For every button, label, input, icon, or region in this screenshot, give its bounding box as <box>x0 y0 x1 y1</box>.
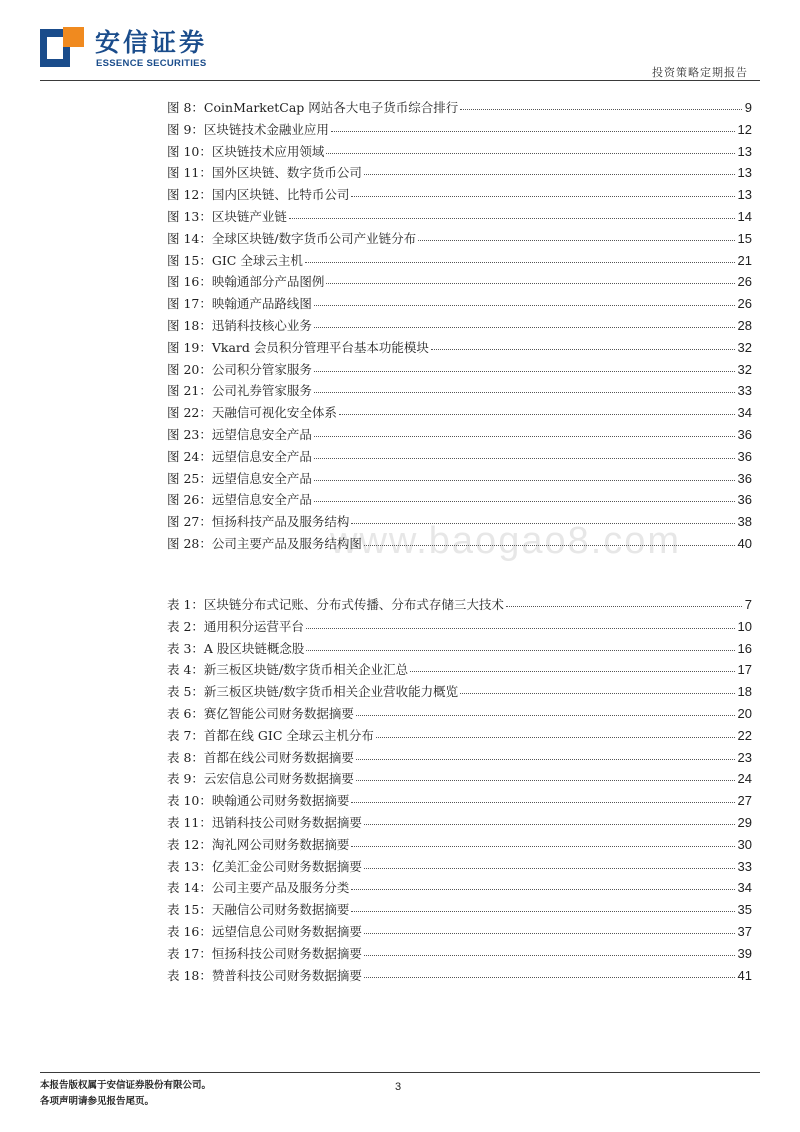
figure-toc-entry[interactable] <box>167 489 752 511</box>
page-number: 3 <box>395 1081 402 1093</box>
figure-toc-entry[interactable] <box>167 315 752 337</box>
toc-entry-page: 13 <box>737 165 752 181</box>
toc-leader-dots <box>305 256 735 263</box>
toc-leader-dots <box>314 365 735 372</box>
toc-leader-dots <box>314 474 735 481</box>
table-toc-entry[interactable] <box>167 638 752 660</box>
report-type: 投资策略定期报告 <box>652 66 748 79</box>
toc-leader-dots <box>376 731 735 738</box>
disclaimer-note: 各项声明请参见报告尾页。 <box>40 1096 155 1107</box>
toc-entry-page: 12 <box>737 121 752 137</box>
toc-entry-page: 34 <box>737 405 752 421</box>
table-toc-entry[interactable] <box>167 747 752 769</box>
table-toc-entry[interactable] <box>167 790 752 812</box>
toc-entry-page: 13 <box>737 143 752 159</box>
toc-entry-label: 表 13：亿美汇金公司财务数据摘要 <box>167 858 362 874</box>
toc-entry-page: 16 <box>737 640 752 656</box>
figure-toc-entry[interactable] <box>167 271 752 293</box>
toc-leader-dots <box>364 818 735 825</box>
toc-entry-label: 表 8：首都在线公司财务数据摘要 <box>167 749 354 765</box>
toc-entry-page: 36 <box>737 492 752 508</box>
toc-leader-dots <box>289 212 735 219</box>
copyright-notice: 本报告版权属于安信证券股份有限公司。 <box>40 1080 212 1091</box>
toc-entry-label: 图 13：区块链产业链 <box>167 208 287 224</box>
toc-leader-dots <box>431 343 735 350</box>
toc-entry-page: 40 <box>737 535 752 551</box>
toc-entry-page: 38 <box>737 514 752 530</box>
figure-toc-entry[interactable] <box>167 184 752 206</box>
table-toc-entry[interactable] <box>167 877 752 899</box>
toc-entry-page: 28 <box>737 317 752 333</box>
footer-divider <box>40 1072 760 1073</box>
toc-entry-page: 7 <box>744 597 752 612</box>
company-name-cn: 安信证券 <box>95 28 208 57</box>
figure-toc-entry[interactable] <box>167 293 752 315</box>
toc-leader-dots <box>356 753 735 760</box>
toc-entry-page: 33 <box>737 858 752 874</box>
toc-entry-page: 36 <box>737 470 752 486</box>
toc-entry-page: 39 <box>737 945 752 961</box>
toc-entry-page: 13 <box>737 187 752 203</box>
figure-toc-entry[interactable] <box>167 446 752 468</box>
toc-entry-label: 图 28：公司主要产品及服务结构图 <box>167 535 362 551</box>
toc-entry-page: 32 <box>737 361 752 377</box>
toc-entry-label: 表 3：A 股区块链概念股 <box>167 640 305 656</box>
figure-toc-entry[interactable] <box>167 359 752 381</box>
toc-entry-label: 图 21：公司礼券管家服务 <box>167 383 312 399</box>
toc-leader-dots <box>351 905 734 912</box>
toc-leader-dots <box>351 840 734 847</box>
toc-leader-dots <box>356 709 735 716</box>
toc-entry-page: 23 <box>737 749 752 765</box>
toc-leader-dots <box>306 644 734 651</box>
figure-toc-entry[interactable] <box>167 402 752 424</box>
toc-leader-dots <box>314 452 735 459</box>
toc-leader-dots <box>460 687 734 694</box>
figure-toc-entry[interactable] <box>167 141 752 163</box>
toc-entry-page: 29 <box>737 814 752 830</box>
toc-leader-dots <box>364 949 735 956</box>
table-toc-entry[interactable] <box>167 703 752 725</box>
table-toc-entry[interactable] <box>167 659 752 681</box>
toc-entry-label: 表 17：恒扬科技公司财务数据摘要 <box>167 945 362 961</box>
toc-leader-dots <box>314 495 735 502</box>
table-toc-entry[interactable] <box>167 899 752 921</box>
toc-entry-label: 表 4：新三板区块链/数字货币相关企业汇总 <box>167 662 409 678</box>
table-toc-entry[interactable] <box>167 768 752 790</box>
figure-toc-entry[interactable] <box>167 250 752 272</box>
toc-entry-label: 表 18：赞普科技公司财务数据摘要 <box>167 967 362 983</box>
toc-leader-dots <box>326 147 734 154</box>
toc-entry-page: 18 <box>737 684 752 700</box>
header-divider <box>40 80 760 81</box>
table-toc-entry[interactable] <box>167 943 752 965</box>
toc-entry-label: 图 24：远望信息安全产品 <box>167 448 312 464</box>
figure-toc-entry[interactable] <box>167 228 752 250</box>
toc-entry-label: 表 14：公司主要产品及服务分类 <box>167 880 350 896</box>
toc-leader-dots <box>314 321 735 328</box>
toc-entry-label: 图 15：GIC 全球云主机 <box>167 252 303 268</box>
toc-entry-page: 22 <box>737 727 752 743</box>
toc-entry-page: 21 <box>737 252 752 268</box>
toc-entry-label: 图 23：远望信息安全产品 <box>167 426 312 442</box>
figure-toc-entry[interactable] <box>167 206 752 228</box>
toc-leader-dots <box>410 665 734 672</box>
watermark: www.baogao8.com <box>330 520 682 562</box>
toc-entry-page: 36 <box>737 426 752 442</box>
figure-toc-entry[interactable] <box>167 162 752 184</box>
toc-entry-page: 17 <box>737 662 752 678</box>
table-toc-entry[interactable] <box>167 812 752 834</box>
toc-entry-page: 34 <box>737 880 752 896</box>
toc-entry-label: 表 12：淘礼网公司财务数据摘要 <box>167 836 350 852</box>
company-name-en: ESSENCE SECURITIES <box>96 58 207 69</box>
toc-leader-dots <box>418 234 734 241</box>
toc-entry-label: 图 9：区块链技术金融业应用 <box>167 121 329 137</box>
toc-entry-page: 32 <box>737 339 752 355</box>
table-toc-entry[interactable] <box>167 965 752 987</box>
figure-toc-entry[interactable] <box>167 468 752 490</box>
toc-entry-label: 图 22：天融信可视化安全体系 <box>167 405 337 421</box>
table-toc-entry[interactable] <box>167 921 752 943</box>
toc-leader-dots <box>314 430 735 437</box>
table-toc-entry[interactable] <box>167 594 752 616</box>
footer-disclaimer <box>40 1078 211 1110</box>
toc-leader-dots <box>351 796 734 803</box>
toc-leader-dots <box>314 386 735 393</box>
toc-leader-dots <box>351 190 734 197</box>
toc-entry-label: 图 17：映翰通产品路线图 <box>167 296 312 312</box>
toc-leader-dots <box>460 103 741 110</box>
toc-entry-label: 图 11：国外区块链、数字货币公司 <box>167 165 362 181</box>
toc-entry-label: 图 16：映翰通部分产品图例 <box>167 274 325 290</box>
toc-leader-dots <box>314 299 735 306</box>
toc-leader-dots <box>506 600 742 607</box>
toc-entry-page: 35 <box>737 902 752 918</box>
toc-entry-label: 图 20：公司积分管家服务 <box>167 361 312 377</box>
figure-toc-entry[interactable] <box>167 424 752 446</box>
toc-leader-dots <box>364 971 735 978</box>
table-toc-entry[interactable] <box>167 856 752 878</box>
toc-entry-label: 表 11：迅销科技公司财务数据摘要 <box>167 814 362 830</box>
toc-entry-page: 9 <box>744 100 752 115</box>
toc-entry-label: 图 27：恒扬科技产品及服务结构 <box>167 514 350 530</box>
toc-entry-page: 15 <box>737 230 752 246</box>
toc-entry-label: 图 14：全球区块链/数字货币公司产业链分布 <box>167 230 417 246</box>
toc-entry-label: 图 26：远望信息安全产品 <box>167 492 312 508</box>
toc-entry-label: 图 8：CoinMarketCap 网站各大电子货币综合排行 <box>167 100 459 115</box>
figure-toc-entry[interactable] <box>167 337 752 359</box>
table-toc-entry[interactable] <box>167 616 752 638</box>
toc-leader-dots <box>364 168 735 175</box>
toc-entry-page: 26 <box>737 296 752 312</box>
toc-entry-label: 图 10：区块链技术应用领域 <box>167 143 325 159</box>
toc-entry-label: 图 18：迅销科技核心业务 <box>167 317 312 333</box>
page-header <box>0 0 800 90</box>
figure-toc-entry[interactable] <box>167 97 752 119</box>
table-list <box>167 594 752 986</box>
table-toc-entry[interactable] <box>167 834 752 856</box>
figure-toc-entry[interactable] <box>167 119 752 141</box>
toc-leader-dots <box>364 862 735 869</box>
toc-entry-label: 表 6：赛亿智能公司财务数据摘要 <box>167 705 354 721</box>
toc-leader-dots <box>331 125 735 132</box>
toc-entry-label: 表 15：天融信公司财务数据摘要 <box>167 902 350 918</box>
toc-leader-dots <box>351 883 734 890</box>
toc-entry-page: 26 <box>737 274 752 290</box>
toc-entry-label: 表 9：云宏信息公司财务数据摘要 <box>167 771 354 787</box>
toc-entry-label: 表 10：映翰通公司财务数据摘要 <box>167 793 350 809</box>
figure-toc-entry[interactable] <box>167 380 752 402</box>
toc-entry-page: 37 <box>737 923 752 939</box>
toc-entry-page: 14 <box>737 208 752 224</box>
toc-entry-page: 27 <box>737 793 752 809</box>
figure-list <box>167 97 752 555</box>
toc-leader-dots <box>364 927 735 934</box>
toc-entry-page: 24 <box>737 771 752 787</box>
toc-entry-page: 33 <box>737 383 752 399</box>
toc-entry-label: 表 5：新三板区块链/数字货币相关企业营收能力概览 <box>167 684 459 700</box>
toc-entry-page: 20 <box>737 705 752 721</box>
toc-entry-label: 图 19：Vkard 会员积分管理平台基本功能模块 <box>167 339 429 355</box>
toc-entry-page: 36 <box>737 448 752 464</box>
toc-entry-page: 10 <box>737 618 752 634</box>
toc-entry-label: 表 16：远望信息公司财务数据摘要 <box>167 923 362 939</box>
toc-entry-label: 表 7：首都在线 GIC 全球云主机分布 <box>167 727 374 743</box>
toc-entry-label: 表 2：通用积分运营平台 <box>167 618 304 634</box>
toc-entry-label: 表 1：区块链分布式记账、分布式传播、分布式存储三大技术 <box>167 597 504 612</box>
toc-leader-dots <box>306 622 735 629</box>
toc-entry-label: 图 12：国内区块链、比特币公司 <box>167 187 350 203</box>
toc-entry-page: 41 <box>737 967 752 983</box>
toc-leader-dots <box>326 277 734 284</box>
table-toc-entry[interactable] <box>167 725 752 747</box>
company-logo-icon <box>40 27 84 69</box>
toc-leader-dots <box>339 408 735 415</box>
toc-entry-page: 30 <box>737 836 752 852</box>
table-toc-entry[interactable] <box>167 681 752 703</box>
toc-entry-label: 图 25：远望信息安全产品 <box>167 470 312 486</box>
toc-leader-dots <box>356 774 735 781</box>
